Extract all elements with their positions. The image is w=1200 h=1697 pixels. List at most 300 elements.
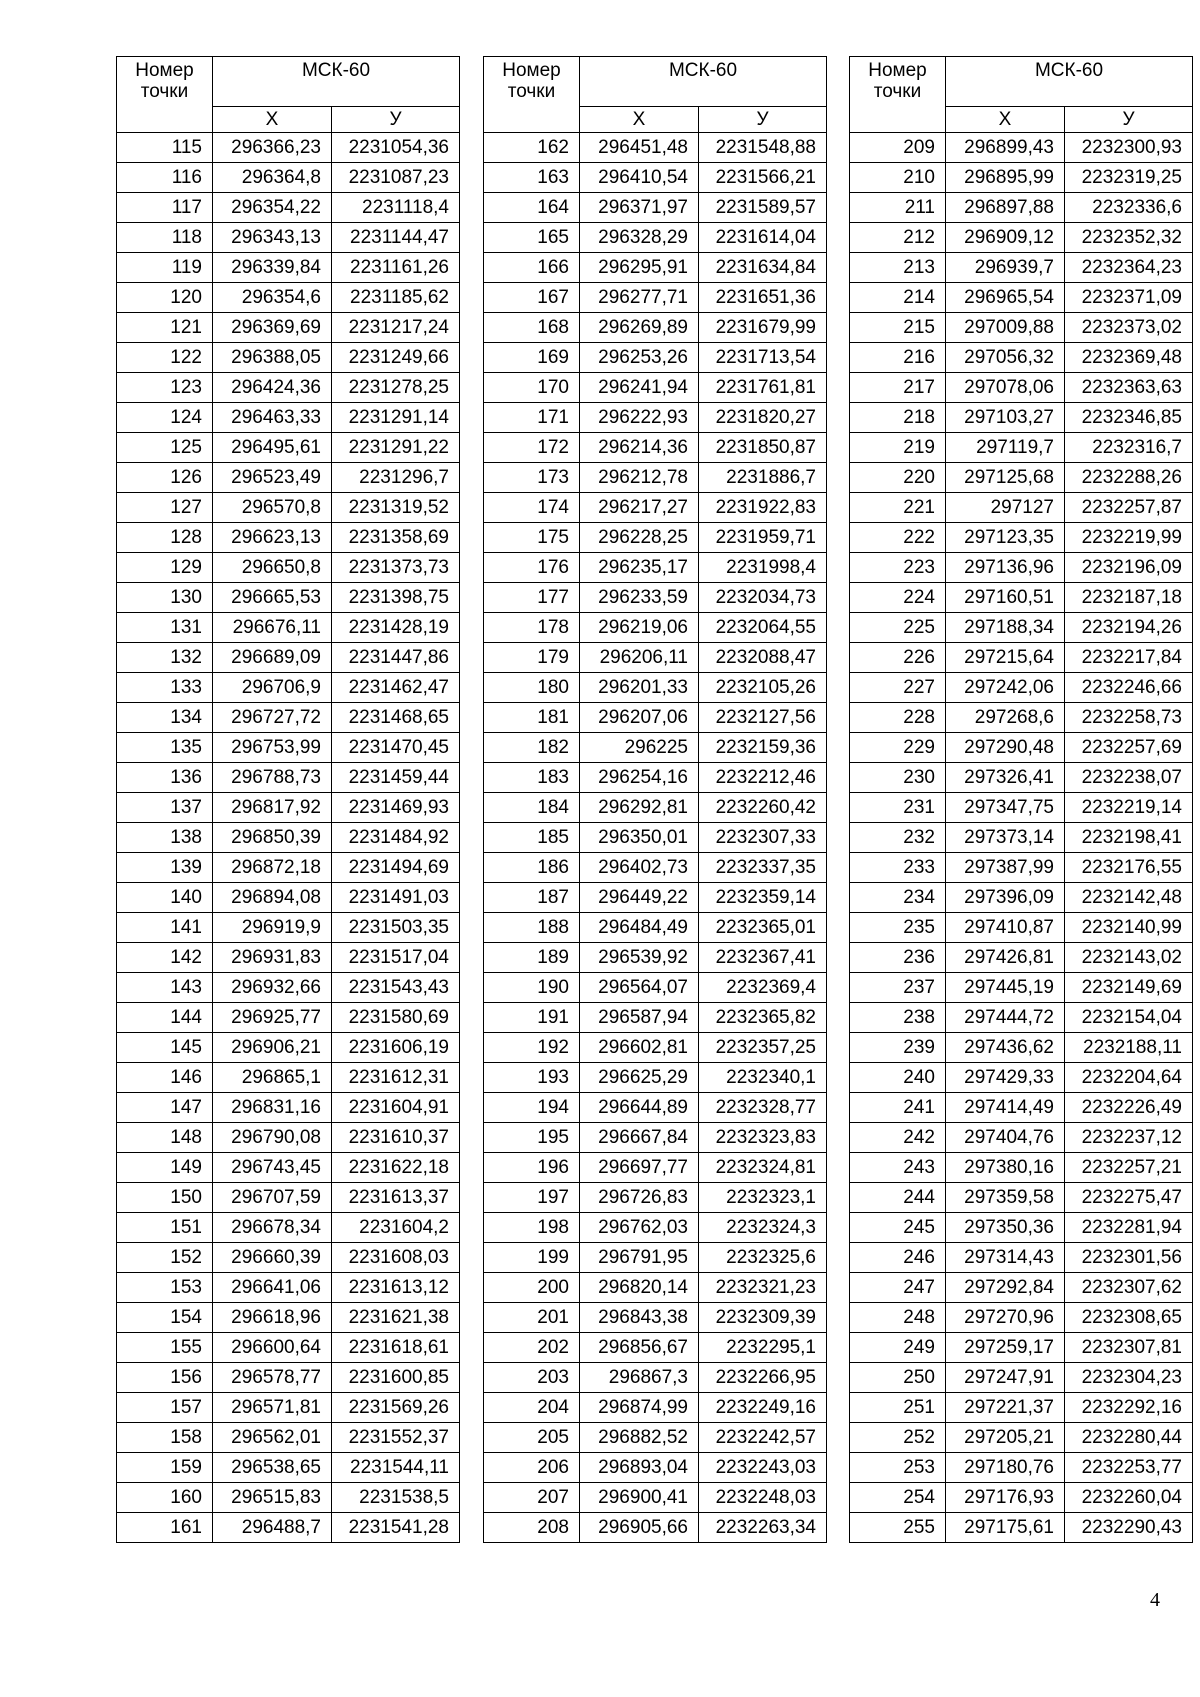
table-row: [117, 133, 460, 163]
y-coordinate-cell: 2231118,4: [332, 193, 460, 223]
y-coordinate-cell: 2231608,03: [332, 1243, 460, 1273]
table-row: [850, 283, 1193, 313]
x-coordinate-cell: 296214,36: [580, 433, 699, 463]
x-coordinate-cell: 296831,16: [213, 1093, 332, 1123]
x-coordinate-cell: 297436,62: [946, 1033, 1065, 1063]
point-number-cell: 217: [850, 373, 946, 403]
x-coordinate-cell: 297380,16: [946, 1153, 1065, 1183]
y-coordinate-cell: 2232260,04: [1065, 1483, 1193, 1513]
table-row: [117, 793, 460, 823]
table-row: [484, 1123, 827, 1153]
table-row: [117, 853, 460, 883]
table-row: [484, 403, 827, 433]
point-number-cell: 219: [850, 433, 946, 463]
table-row: [484, 703, 827, 733]
point-number-cell: 222: [850, 523, 946, 553]
x-coordinate-cell: 297373,14: [946, 823, 1065, 853]
y-coordinate-cell: 2232260,42: [699, 793, 827, 823]
x-coordinate-cell: 296618,96: [213, 1303, 332, 1333]
point-number-cell: 177: [484, 583, 580, 613]
table-row: [484, 793, 827, 823]
x-coordinate-cell: 296277,71: [580, 283, 699, 313]
table-row: [484, 1363, 827, 1393]
table-row: [484, 373, 827, 403]
y-coordinate-cell: 2231469,93: [332, 793, 460, 823]
x-coordinate-cell: 296523,49: [213, 463, 332, 493]
point-number-cell: 206: [484, 1453, 580, 1483]
point-number-cell: 176: [484, 553, 580, 583]
table-body: [850, 133, 1193, 1543]
table-row: [117, 1483, 460, 1513]
x-coordinate-cell: 296625,29: [580, 1063, 699, 1093]
x-coordinate-cell: 297215,64: [946, 643, 1065, 673]
y-coordinate-cell: 2231319,52: [332, 493, 460, 523]
table-row: [484, 1513, 827, 1543]
y-coordinate-cell: 2232154,04: [1065, 1003, 1193, 1033]
table-row: [484, 823, 827, 853]
point-number-cell: 151: [117, 1213, 213, 1243]
x-coordinate-cell: 296388,05: [213, 343, 332, 373]
point-number-cell: 140: [117, 883, 213, 913]
y-coordinate-cell: 2232237,12: [1065, 1123, 1193, 1153]
x-coordinate-cell: 296788,73: [213, 763, 332, 793]
point-number-cell: 211: [850, 193, 946, 223]
table-row: [117, 253, 460, 283]
y-coordinate-cell: 2231358,69: [332, 523, 460, 553]
x-coordinate-cell: 297175,61: [946, 1513, 1065, 1543]
x-coordinate-cell: 296217,27: [580, 493, 699, 523]
point-number-cell: 184: [484, 793, 580, 823]
table-row: [117, 1123, 460, 1153]
point-number-cell: 183: [484, 763, 580, 793]
table-row: [484, 1303, 827, 1333]
point-number-cell: 148: [117, 1123, 213, 1153]
point-number-cell: 155: [117, 1333, 213, 1363]
point-number-cell: 115: [117, 133, 213, 163]
y-coordinate-cell: 2232257,87: [1065, 493, 1193, 523]
x-coordinate-cell: 296900,41: [580, 1483, 699, 1513]
table-row: [850, 343, 1193, 373]
point-number-cell: 205: [484, 1423, 580, 1453]
point-number-cell: 253: [850, 1453, 946, 1483]
y-coordinate-cell: 2231600,85: [332, 1363, 460, 1393]
table-row: [484, 1453, 827, 1483]
table-row: [484, 1153, 827, 1183]
y-coordinate-cell: 2232194,26: [1065, 613, 1193, 643]
x-coordinate-cell: 297136,96: [946, 553, 1065, 583]
point-number-cell: 190: [484, 973, 580, 1003]
table-row: [484, 613, 827, 643]
point-number-cell: 120: [117, 283, 213, 313]
y-coordinate-cell: 2232149,69: [1065, 973, 1193, 1003]
point-number-cell: 154: [117, 1303, 213, 1333]
point-number-cell: 178: [484, 613, 580, 643]
point-number-cell: 182: [484, 733, 580, 763]
y-coordinate-cell: 2231634,84: [699, 253, 827, 283]
table-row: [850, 673, 1193, 703]
x-coordinate-cell: 296571,81: [213, 1393, 332, 1423]
x-coordinate-cell: 297290,48: [946, 733, 1065, 763]
point-number-cell: 139: [117, 853, 213, 883]
point-number-cell: 164: [484, 193, 580, 223]
x-coordinate-cell: 296925,77: [213, 1003, 332, 1033]
point-number-cell: 215: [850, 313, 946, 343]
x-coordinate-cell: 296602,81: [580, 1033, 699, 1063]
point-number-cell: 196: [484, 1153, 580, 1183]
point-number-cell: 132: [117, 643, 213, 673]
table-row: [117, 823, 460, 853]
y-coordinate-cell: 2231185,62: [332, 283, 460, 313]
y-coordinate-cell: 2231459,44: [332, 763, 460, 793]
y-coordinate-cell: 2231589,57: [699, 193, 827, 223]
y-coordinate-cell: 2231621,38: [332, 1303, 460, 1333]
header-coordinate-system: МСК-60: [213, 57, 460, 107]
table-row: [117, 193, 460, 223]
y-coordinate-cell: 2231713,54: [699, 343, 827, 373]
table-row: [117, 523, 460, 553]
point-number-cell: 167: [484, 283, 580, 313]
point-number-cell: 228: [850, 703, 946, 733]
point-number-cell: 227: [850, 673, 946, 703]
table-row: [850, 523, 1193, 553]
point-number-cell: 200: [484, 1273, 580, 1303]
header-x: Х: [580, 107, 699, 133]
x-coordinate-cell: 297404,76: [946, 1123, 1065, 1153]
y-coordinate-cell: 2231462,47: [332, 673, 460, 703]
y-coordinate-cell: 2231249,66: [332, 343, 460, 373]
x-coordinate-cell: 296269,89: [580, 313, 699, 343]
x-coordinate-cell: 296872,18: [213, 853, 332, 883]
y-coordinate-cell: 2232307,62: [1065, 1273, 1193, 1303]
x-coordinate-cell: 296894,08: [213, 883, 332, 913]
y-coordinate-cell: 2231161,26: [332, 253, 460, 283]
y-coordinate-cell: 2231604,91: [332, 1093, 460, 1123]
point-number-cell: 249: [850, 1333, 946, 1363]
y-coordinate-cell: 2232219,14: [1065, 793, 1193, 823]
x-coordinate-cell: 296364,8: [213, 163, 332, 193]
x-coordinate-cell: 296791,95: [580, 1243, 699, 1273]
point-number-cell: 160: [117, 1483, 213, 1513]
table-row: [117, 1033, 460, 1063]
x-coordinate-cell: 297347,75: [946, 793, 1065, 823]
point-number-cell: 172: [484, 433, 580, 463]
point-number-cell: 194: [484, 1093, 580, 1123]
point-number-cell: 136: [117, 763, 213, 793]
x-coordinate-cell: 296354,22: [213, 193, 332, 223]
x-coordinate-cell: 296931,83: [213, 943, 332, 973]
table-row: [484, 1183, 827, 1213]
table-row: [117, 1303, 460, 1333]
point-number-cell: 233: [850, 853, 946, 883]
point-number-cell: 135: [117, 733, 213, 763]
point-number-cell: 117: [117, 193, 213, 223]
x-coordinate-cell: 296206,11: [580, 643, 699, 673]
y-coordinate-cell: 2232323,1: [699, 1183, 827, 1213]
table-row: [850, 1273, 1193, 1303]
table-row: [850, 373, 1193, 403]
y-coordinate-cell: 2231618,61: [332, 1333, 460, 1363]
y-coordinate-cell: 2232204,64: [1065, 1063, 1193, 1093]
x-coordinate-cell: 296939,7: [946, 253, 1065, 283]
table-row: [850, 223, 1193, 253]
point-number-cell: 175: [484, 523, 580, 553]
table-row: [484, 973, 827, 1003]
table-row: [117, 1513, 460, 1543]
x-coordinate-cell: 296235,17: [580, 553, 699, 583]
table-row: [117, 163, 460, 193]
table-row: [484, 553, 827, 583]
page-number: 4: [1150, 1589, 1160, 1611]
x-coordinate-cell: 296865,1: [213, 1063, 332, 1093]
table-row: [117, 373, 460, 403]
y-coordinate-cell: 2232142,48: [1065, 883, 1193, 913]
x-coordinate-cell: 297292,84: [946, 1273, 1065, 1303]
y-coordinate-cell: 2232324,3: [699, 1213, 827, 1243]
x-coordinate-cell: 297242,06: [946, 673, 1065, 703]
point-number-cell: 192: [484, 1033, 580, 1063]
x-coordinate-cell: 297103,27: [946, 403, 1065, 433]
x-coordinate-cell: 297078,06: [946, 373, 1065, 403]
x-coordinate-cell: 296909,12: [946, 223, 1065, 253]
table-row: [850, 613, 1193, 643]
table-row: [850, 1333, 1193, 1363]
point-number-cell: 218: [850, 403, 946, 433]
point-number-cell: 188: [484, 913, 580, 943]
table-row: [117, 943, 460, 973]
point-number-cell: 170: [484, 373, 580, 403]
x-coordinate-cell: 296689,09: [213, 643, 332, 673]
table-row: [484, 1243, 827, 1273]
point-number-cell: 162: [484, 133, 580, 163]
point-number-cell: 216: [850, 343, 946, 373]
point-number-cell: 214: [850, 283, 946, 313]
x-coordinate-cell: 297160,51: [946, 583, 1065, 613]
x-coordinate-cell: 296371,97: [580, 193, 699, 223]
y-coordinate-cell: 2231548,88: [699, 133, 827, 163]
table-row: [117, 1063, 460, 1093]
table-row: [117, 1213, 460, 1243]
y-coordinate-cell: 2231820,27: [699, 403, 827, 433]
point-number-cell: 232: [850, 823, 946, 853]
y-coordinate-cell: 2232243,03: [699, 1453, 827, 1483]
y-coordinate-cell: 2231373,73: [332, 553, 460, 583]
table-row: [850, 193, 1193, 223]
table-row: [850, 253, 1193, 283]
point-number-cell: 244: [850, 1183, 946, 1213]
point-number-cell: 220: [850, 463, 946, 493]
x-coordinate-cell: 296402,73: [580, 853, 699, 883]
table-row: [117, 1273, 460, 1303]
table-row: [484, 1393, 827, 1423]
point-number-cell: 126: [117, 463, 213, 493]
header-y: У: [332, 107, 460, 133]
y-coordinate-cell: 2231922,83: [699, 493, 827, 523]
table-row: [484, 733, 827, 763]
y-coordinate-cell: 2232290,43: [1065, 1513, 1193, 1543]
y-coordinate-cell: 2232212,46: [699, 763, 827, 793]
y-coordinate-cell: 2231538,5: [332, 1483, 460, 1513]
table-row: [484, 1093, 827, 1123]
x-coordinate-cell: 297221,37: [946, 1393, 1065, 1423]
point-number-cell: 166: [484, 253, 580, 283]
y-coordinate-cell: 2232359,14: [699, 883, 827, 913]
point-number-cell: 159: [117, 1453, 213, 1483]
y-coordinate-cell: 2232258,73: [1065, 703, 1193, 733]
x-coordinate-cell: 296562,01: [213, 1423, 332, 1453]
table-row: [850, 1033, 1193, 1063]
x-coordinate-cell: 296893,04: [580, 1453, 699, 1483]
header-point-number: Номер точки: [484, 57, 580, 133]
coordinates-table-3: [849, 56, 1193, 1543]
point-number-cell: 189: [484, 943, 580, 973]
header-y: У: [699, 107, 827, 133]
table-row: [850, 1123, 1193, 1153]
table-row: [484, 1063, 827, 1093]
point-number-cell: 241: [850, 1093, 946, 1123]
table-row: [117, 703, 460, 733]
table-row: [484, 463, 827, 493]
y-coordinate-cell: 2232226,49: [1065, 1093, 1193, 1123]
y-coordinate-cell: 2232196,09: [1065, 553, 1193, 583]
x-coordinate-cell: 297125,68: [946, 463, 1065, 493]
table-row: [850, 1303, 1193, 1333]
point-number-cell: 193: [484, 1063, 580, 1093]
table-row: [117, 403, 460, 433]
y-coordinate-cell: 2231291,22: [332, 433, 460, 463]
x-coordinate-cell: 296328,29: [580, 223, 699, 253]
y-coordinate-cell: 2232373,02: [1065, 313, 1193, 343]
point-number-cell: 118: [117, 223, 213, 253]
x-coordinate-cell: 297176,93: [946, 1483, 1065, 1513]
table-row: [117, 1153, 460, 1183]
point-number-cell: 150: [117, 1183, 213, 1213]
table-row: [850, 1393, 1193, 1423]
x-coordinate-cell: 296515,83: [213, 1483, 332, 1513]
table-row: [850, 1213, 1193, 1243]
point-number-cell: 174: [484, 493, 580, 523]
point-number-cell: 202: [484, 1333, 580, 1363]
table-row: [850, 1153, 1193, 1183]
y-coordinate-cell: 2232105,26: [699, 673, 827, 703]
y-coordinate-cell: 2232217,84: [1065, 643, 1193, 673]
y-coordinate-cell: 2232336,6: [1065, 193, 1193, 223]
point-number-cell: 210: [850, 163, 946, 193]
x-coordinate-cell: 296882,52: [580, 1423, 699, 1453]
y-coordinate-cell: 2231613,37: [332, 1183, 460, 1213]
point-number-cell: 204: [484, 1393, 580, 1423]
y-coordinate-cell: 2232357,25: [699, 1033, 827, 1063]
y-coordinate-cell: 2231761,81: [699, 373, 827, 403]
y-coordinate-cell: 2231850,87: [699, 433, 827, 463]
table-row: [117, 1003, 460, 1033]
x-coordinate-cell: 297056,32: [946, 343, 1065, 373]
x-coordinate-cell: 296623,13: [213, 523, 332, 553]
x-coordinate-cell: 296665,53: [213, 583, 332, 613]
point-number-cell: 221: [850, 493, 946, 523]
table-row: [117, 1333, 460, 1363]
table-row: [117, 1423, 460, 1453]
table-row: [117, 433, 460, 463]
header-y: У: [1065, 107, 1193, 133]
y-coordinate-cell: 2232364,23: [1065, 253, 1193, 283]
y-coordinate-cell: 2231569,26: [332, 1393, 460, 1423]
point-number-cell: 236: [850, 943, 946, 973]
y-coordinate-cell: 2231552,37: [332, 1423, 460, 1453]
x-coordinate-cell: 296354,6: [213, 283, 332, 313]
table-row: [484, 1273, 827, 1303]
point-number-cell: 247: [850, 1273, 946, 1303]
header-x: Х: [213, 107, 332, 133]
y-coordinate-cell: 2231543,43: [332, 973, 460, 1003]
y-coordinate-cell: 2231144,47: [332, 223, 460, 253]
y-coordinate-cell: 2232253,77: [1065, 1453, 1193, 1483]
point-number-cell: 145: [117, 1033, 213, 1063]
y-coordinate-cell: 2232127,56: [699, 703, 827, 733]
y-coordinate-cell: 2232346,85: [1065, 403, 1193, 433]
x-coordinate-cell: 297410,87: [946, 913, 1065, 943]
y-coordinate-cell: 2232143,02: [1065, 943, 1193, 973]
x-coordinate-cell: 297270,96: [946, 1303, 1065, 1333]
point-number-cell: 122: [117, 343, 213, 373]
y-coordinate-cell: 2232034,73: [699, 583, 827, 613]
table-row: [850, 943, 1193, 973]
table-body: [117, 133, 460, 1543]
table-row: [117, 1393, 460, 1423]
point-number-cell: 225: [850, 613, 946, 643]
x-coordinate-cell: 296228,25: [580, 523, 699, 553]
y-coordinate-cell: 2232266,95: [699, 1363, 827, 1393]
y-coordinate-cell: 2231566,21: [699, 163, 827, 193]
x-coordinate-cell: 297314,43: [946, 1243, 1065, 1273]
x-coordinate-cell: 297268,6: [946, 703, 1065, 733]
x-coordinate-cell: 296874,99: [580, 1393, 699, 1423]
point-number-cell: 181: [484, 703, 580, 733]
y-coordinate-cell: 2231614,04: [699, 223, 827, 253]
x-coordinate-cell: 296660,39: [213, 1243, 332, 1273]
x-coordinate-cell: 297350,36: [946, 1213, 1065, 1243]
point-number-cell: 185: [484, 823, 580, 853]
x-coordinate-cell: 296600,64: [213, 1333, 332, 1363]
x-coordinate-cell: 296201,33: [580, 673, 699, 703]
x-coordinate-cell: 296650,8: [213, 553, 332, 583]
table-row: [850, 493, 1193, 523]
coordinates-table-2: [483, 56, 827, 1543]
y-coordinate-cell: 2231468,65: [332, 703, 460, 733]
x-coordinate-cell: 296905,66: [580, 1513, 699, 1543]
y-coordinate-cell: 2231541,28: [332, 1513, 460, 1543]
y-coordinate-cell: 2232263,34: [699, 1513, 827, 1543]
table-row: [850, 763, 1193, 793]
point-number-cell: 240: [850, 1063, 946, 1093]
table-row: [850, 1483, 1193, 1513]
table-row: [117, 673, 460, 703]
point-number-cell: 230: [850, 763, 946, 793]
table-row: [850, 1003, 1193, 1033]
point-number-cell: 128: [117, 523, 213, 553]
point-number-cell: 137: [117, 793, 213, 823]
x-coordinate-cell: 296564,07: [580, 973, 699, 1003]
y-coordinate-cell: 2232316,7: [1065, 433, 1193, 463]
table-row: [484, 643, 827, 673]
x-coordinate-cell: 296897,88: [946, 193, 1065, 223]
y-coordinate-cell: 2232308,65: [1065, 1303, 1193, 1333]
point-number-cell: 229: [850, 733, 946, 763]
table-row: [117, 223, 460, 253]
x-coordinate-cell: 297180,76: [946, 1453, 1065, 1483]
x-coordinate-cell: 296212,78: [580, 463, 699, 493]
x-coordinate-cell: 296484,49: [580, 913, 699, 943]
table-row: [117, 1363, 460, 1393]
